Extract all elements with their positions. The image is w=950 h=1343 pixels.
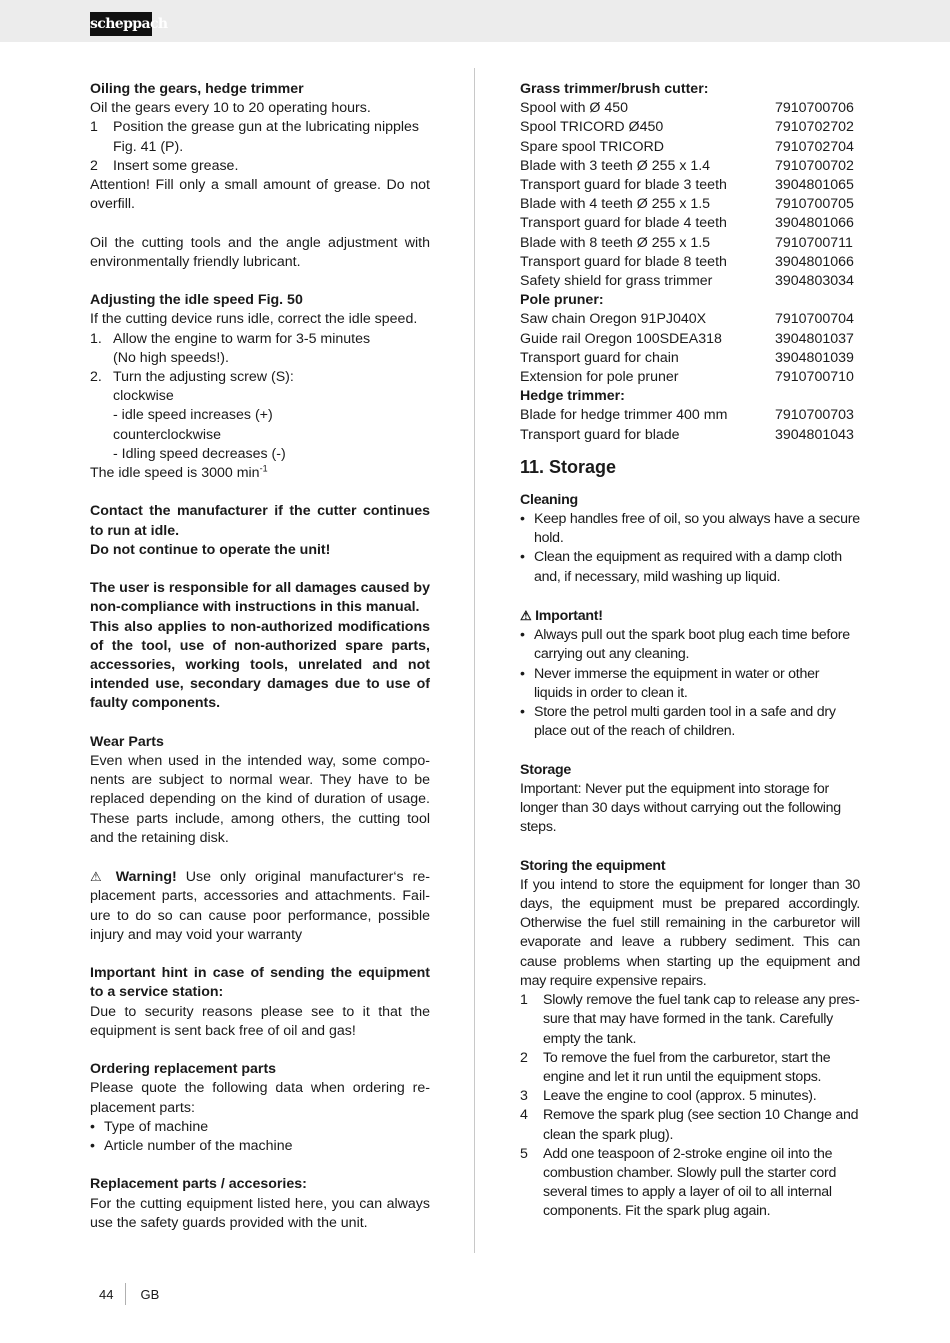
item-number: 2 — [520, 1049, 528, 1066]
part-number: 7910700703 — [775, 407, 854, 424]
part-name: Blade with 4 teeth Ø 255 x 1.5 — [520, 196, 711, 213]
left-column — [90, 80, 430, 1233]
section-heading: Ordering replacement parts — [90, 1061, 277, 1078]
paragraph — [90, 234, 430, 272]
part-name: Transport guard for chain — [520, 349, 679, 366]
paragraph-text: The idle speed is 3000 min — [90, 465, 260, 482]
section-heading: Wear Parts — [90, 733, 164, 750]
parts-row — [520, 426, 860, 445]
important-label: Important! — [535, 608, 603, 625]
parts-row — [520, 330, 860, 349]
item-text: Store the petrol multi garden tool in a safe and dry place out of the reach of children. — [534, 704, 836, 740]
bold-paragraph: Do not continue to operate the unit! — [90, 541, 331, 558]
item-number: 3 — [520, 1088, 528, 1105]
part-name: Spare spool TRICORD — [520, 138, 665, 155]
paragraph-text: Even when used in the intended way, some components are subject to normal wear. They have to be replaced depending on the kind of duration of usage. These parts include, among others, the cutting tool and the retaining disk. — [90, 753, 430, 846]
column-divider — [474, 68, 475, 1253]
paragraph-text: If you intend to store the equipment for longer than 30 days, the equipment must be prepared accordingly. Otherwise the fuel still remaining in the carburetor will evaporate and leave a rubbery sediment. This can cause problems when starting up the equipment and may require expensive repairs. — [520, 876, 860, 989]
warning-icon: ⚠ — [520, 608, 532, 624]
paragraph-text: For the cutting equipment listed here, you can always use the safety guards provided with the unit. — [90, 1195, 430, 1231]
bullet-icon: • — [520, 665, 525, 682]
part-name: Extension for pole pruner — [520, 369, 679, 386]
item-text: Keep handles free of oil, so you always have a secure hold. — [534, 511, 860, 547]
bullet-item — [90, 1137, 430, 1156]
bullet-icon: • — [520, 549, 525, 566]
part-number: 3904803034 — [775, 273, 854, 290]
superscript: -1 — [259, 463, 268, 474]
bullet-item — [520, 626, 860, 664]
section-heading: Replacement parts / accesories: — [90, 1176, 307, 1193]
numbered-item — [520, 991, 860, 1049]
parts-row — [520, 118, 860, 137]
numbered-item — [520, 1087, 860, 1106]
part-number: 3904801039 — [775, 349, 854, 366]
spacer — [90, 848, 430, 867]
item-number: 4 — [520, 1107, 528, 1124]
parts-row — [520, 253, 860, 272]
section-title-storage: 11. Storage — [520, 456, 617, 477]
item-text: Remove the spark plug (see section 10 Change and clean the spark plug). — [543, 1107, 859, 1143]
numbered-item — [90, 118, 430, 156]
part-number: 7910700711 — [775, 234, 853, 251]
spacer — [520, 837, 860, 856]
section-heading: Storage — [520, 761, 572, 778]
bold-paragraph: This also applies to non-authorized modifications of the tool, use of non-authorized spare parts, accessories, working tools, unrelated and not intended use, secondary damages due to use of faulty components. — [90, 618, 430, 712]
parts-row — [520, 406, 860, 425]
part-number: 3904801066 — [775, 253, 854, 270]
bullet-icon: • — [520, 511, 525, 528]
part-number: 7910700705 — [775, 196, 854, 213]
paragraph-text: Oil the cutting tools and the angle adjustment with environmentally friendly lubricant. — [90, 234, 430, 270]
part-number: 3904801065 — [775, 177, 854, 194]
parts-group-heading: Pole pruner: — [520, 292, 604, 309]
bullet-icon: • — [90, 1138, 95, 1155]
item-text: Position the grease gun at the lubricating nipples Fig. 41 (P). — [113, 119, 420, 155]
paragraph — [90, 1195, 430, 1233]
item-text: Always pull out the spark boot plug each time before carrying out any cleaning. — [534, 627, 850, 663]
bullet-item — [520, 510, 860, 548]
part-name: Spool with Ø 450 — [520, 100, 629, 117]
item-text: Allow the engine to warm for 3-5 minutes — [113, 330, 371, 347]
paragraph — [90, 176, 430, 214]
section-heading: Cleaning — [520, 491, 578, 508]
item-text: Insert some grease. — [113, 157, 239, 174]
paragraph — [90, 99, 430, 118]
part-number: 7910700706 — [775, 100, 854, 117]
item-number: 2 — [90, 157, 98, 174]
parts-row — [520, 310, 860, 329]
storage-section — [520, 491, 860, 1222]
paragraph — [90, 752, 430, 848]
warning-icon: ⚠ — [90, 869, 107, 885]
indented-line: - idle speed increases (+) — [113, 407, 273, 424]
part-name: Transport guard for blade — [520, 426, 680, 443]
spacer — [90, 714, 430, 733]
bullet-item — [520, 703, 860, 741]
part-name: Blade for hedge trimmer 400 mm — [520, 407, 728, 424]
part-number: 3904801043 — [775, 426, 854, 443]
part-name: Guide rail Oregon 100SDEA318 — [520, 330, 722, 347]
numbered-item — [90, 368, 430, 387]
section-heading: Important hint in case of sending the equipment to a service station: — [90, 965, 430, 1001]
part-name: Saw chain Oregon 91PJ040X — [520, 311, 707, 328]
paragraph — [90, 310, 430, 329]
item-text: Turn the adjusting screw (S): — [113, 369, 294, 386]
paragraph-text: Oil the gears every 10 to 20 operating hours. — [90, 100, 371, 117]
parts-row — [520, 99, 860, 118]
numbered-item — [520, 1106, 860, 1144]
part-name: Transport guard for blade 3 teeth — [520, 177, 727, 194]
part-number: 7910700704 — [775, 311, 854, 328]
bold-paragraph: The user is responsible for all damages caused by non-compliance with instructions in this manual. — [90, 580, 430, 616]
indented-line: (No high speeds!). — [113, 349, 229, 366]
item-text: Add one teaspoon of 2-stroke engine oil into the combustion chamber. Slowly pull the starter cord several times to apply a layer of oil to all internal components. Fit the spark plug again. — [543, 1145, 837, 1220]
parts-row — [520, 157, 860, 176]
spacer — [90, 1041, 430, 1060]
part-name: Spool TRICORD Ø450 — [520, 119, 664, 136]
part-name: Blade with 3 teeth Ø 255 x 1.4 — [520, 157, 711, 174]
spacer — [90, 945, 430, 964]
parts-row — [520, 272, 860, 291]
parts-row — [520, 176, 860, 195]
bullet-item — [90, 1118, 430, 1137]
warning-label: Warning! — [115, 869, 177, 886]
item-number: 1 — [520, 992, 528, 1009]
right-column — [520, 80, 860, 1222]
paragraph — [90, 464, 430, 483]
spacer — [520, 587, 860, 606]
warning-text: Use only original manufacturer‘s replacement parts, accessories and attachments. Failure to do so can cause poor performance, possible injury and may void your warranty — [90, 869, 430, 943]
part-number: 7910700710 — [775, 369, 854, 386]
bullet-icon: • — [90, 1118, 95, 1135]
parts-row — [520, 368, 860, 387]
parts-group-heading: Grass trimmer/brush cutter: — [520, 81, 709, 97]
spacer — [90, 483, 430, 502]
part-name: Transport guard for blade 8 teeth — [520, 253, 727, 270]
numbered-item — [90, 157, 430, 176]
item-text: Leave the engine to cool (approx. 5 minutes). — [543, 1088, 817, 1105]
important-heading — [520, 606, 860, 626]
spacer — [90, 214, 430, 233]
item-number: 1. — [90, 330, 102, 347]
section-heading: Oiling the gears, hedge trimmer — [90, 81, 304, 97]
item-number: 1 — [90, 119, 98, 136]
part-name: Blade with 8 teeth Ø 255 x 1.5 — [520, 234, 711, 251]
paragraph-text: Due to security reasons please see to it that the equipment is sent back free of oil and gas! — [90, 1003, 430, 1039]
paragraph — [520, 780, 860, 838]
paragraph — [90, 1003, 430, 1041]
item-number: 5 — [520, 1145, 528, 1162]
language-code: GB — [140, 1286, 160, 1302]
part-number: 3904801037 — [775, 330, 854, 347]
part-number: 3904801066 — [775, 215, 854, 232]
bold-paragraph: Contact the manufacturer if the cutter continues to run at idle. — [90, 503, 430, 539]
part-name: Transport guard for blade 4 teeth — [520, 215, 727, 232]
paragraph — [90, 1079, 430, 1117]
scheppach-logo: scheppach — [90, 12, 152, 36]
page-footer — [99, 1283, 159, 1305]
item-text: Never immerse the equipment in water or other liquids in order to clean it. — [534, 665, 820, 701]
parts-row — [520, 195, 860, 214]
item-text: Clean the equipment as required with a damp cloth and, if necessary, mild washing up liquid. — [534, 549, 842, 585]
part-name: Safety shield for grass trimmer — [520, 273, 713, 290]
bullet-icon: • — [520, 627, 525, 644]
paragraph-text: Attention! Fill only a small amount of grease. Do not overfill. — [90, 177, 430, 213]
numbered-item — [520, 1049, 860, 1087]
numbered-item — [520, 1145, 860, 1222]
numbered-item — [90, 330, 430, 349]
part-number: 7910702704 — [775, 138, 854, 155]
item-text: To remove the fuel from the carburetor, start the engine and let it run until the equipment stops. — [543, 1049, 831, 1085]
paragraph-text: If the cutting device runs idle, correct the idle speed. — [90, 311, 418, 328]
part-number: 7910702702 — [775, 119, 854, 136]
part-number: 7910700702 — [775, 157, 854, 174]
paragraph-text: Important: Never put the equipment into storage for longer than 30 days without carrying out the following steps. — [520, 780, 841, 836]
indented-line: counterclockwise — [113, 426, 222, 443]
indented-line: - Idling speed decreases (-) — [113, 445, 286, 462]
spacer — [90, 1156, 430, 1175]
item-text: Type of machine — [104, 1118, 209, 1135]
parts-row — [520, 214, 860, 233]
spacer — [520, 741, 860, 760]
spacer — [90, 272, 430, 291]
page-number: 44 — [99, 1286, 114, 1302]
parts-group-heading: Hedge trimmer: — [520, 388, 625, 405]
bullet-item — [520, 665, 860, 703]
bullet-icon: • — [520, 704, 525, 721]
item-text: Article number of the machine — [104, 1138, 293, 1155]
paragraph — [520, 876, 860, 991]
section-heading: Adjusting the idle speed Fig. 50 — [90, 292, 303, 309]
parts-list — [520, 80, 860, 445]
item-number: 2. — [90, 369, 102, 386]
paragraph-text: Please quote the following data when ordering replacement parts: — [90, 1080, 430, 1116]
indented-line: clockwise — [113, 388, 174, 405]
parts-row — [520, 138, 860, 157]
parts-row — [520, 234, 860, 253]
item-text: Slowly remove the fuel tank cap to release any pressure that may have formed in the tank. Carefully empty the tank. — [543, 992, 860, 1047]
bullet-item — [520, 548, 860, 586]
warning-paragraph — [90, 867, 430, 945]
section-heading: Storing the equipment — [520, 857, 666, 874]
spacer — [90, 560, 430, 579]
footer-separator — [125, 1283, 126, 1305]
parts-row — [520, 349, 860, 368]
